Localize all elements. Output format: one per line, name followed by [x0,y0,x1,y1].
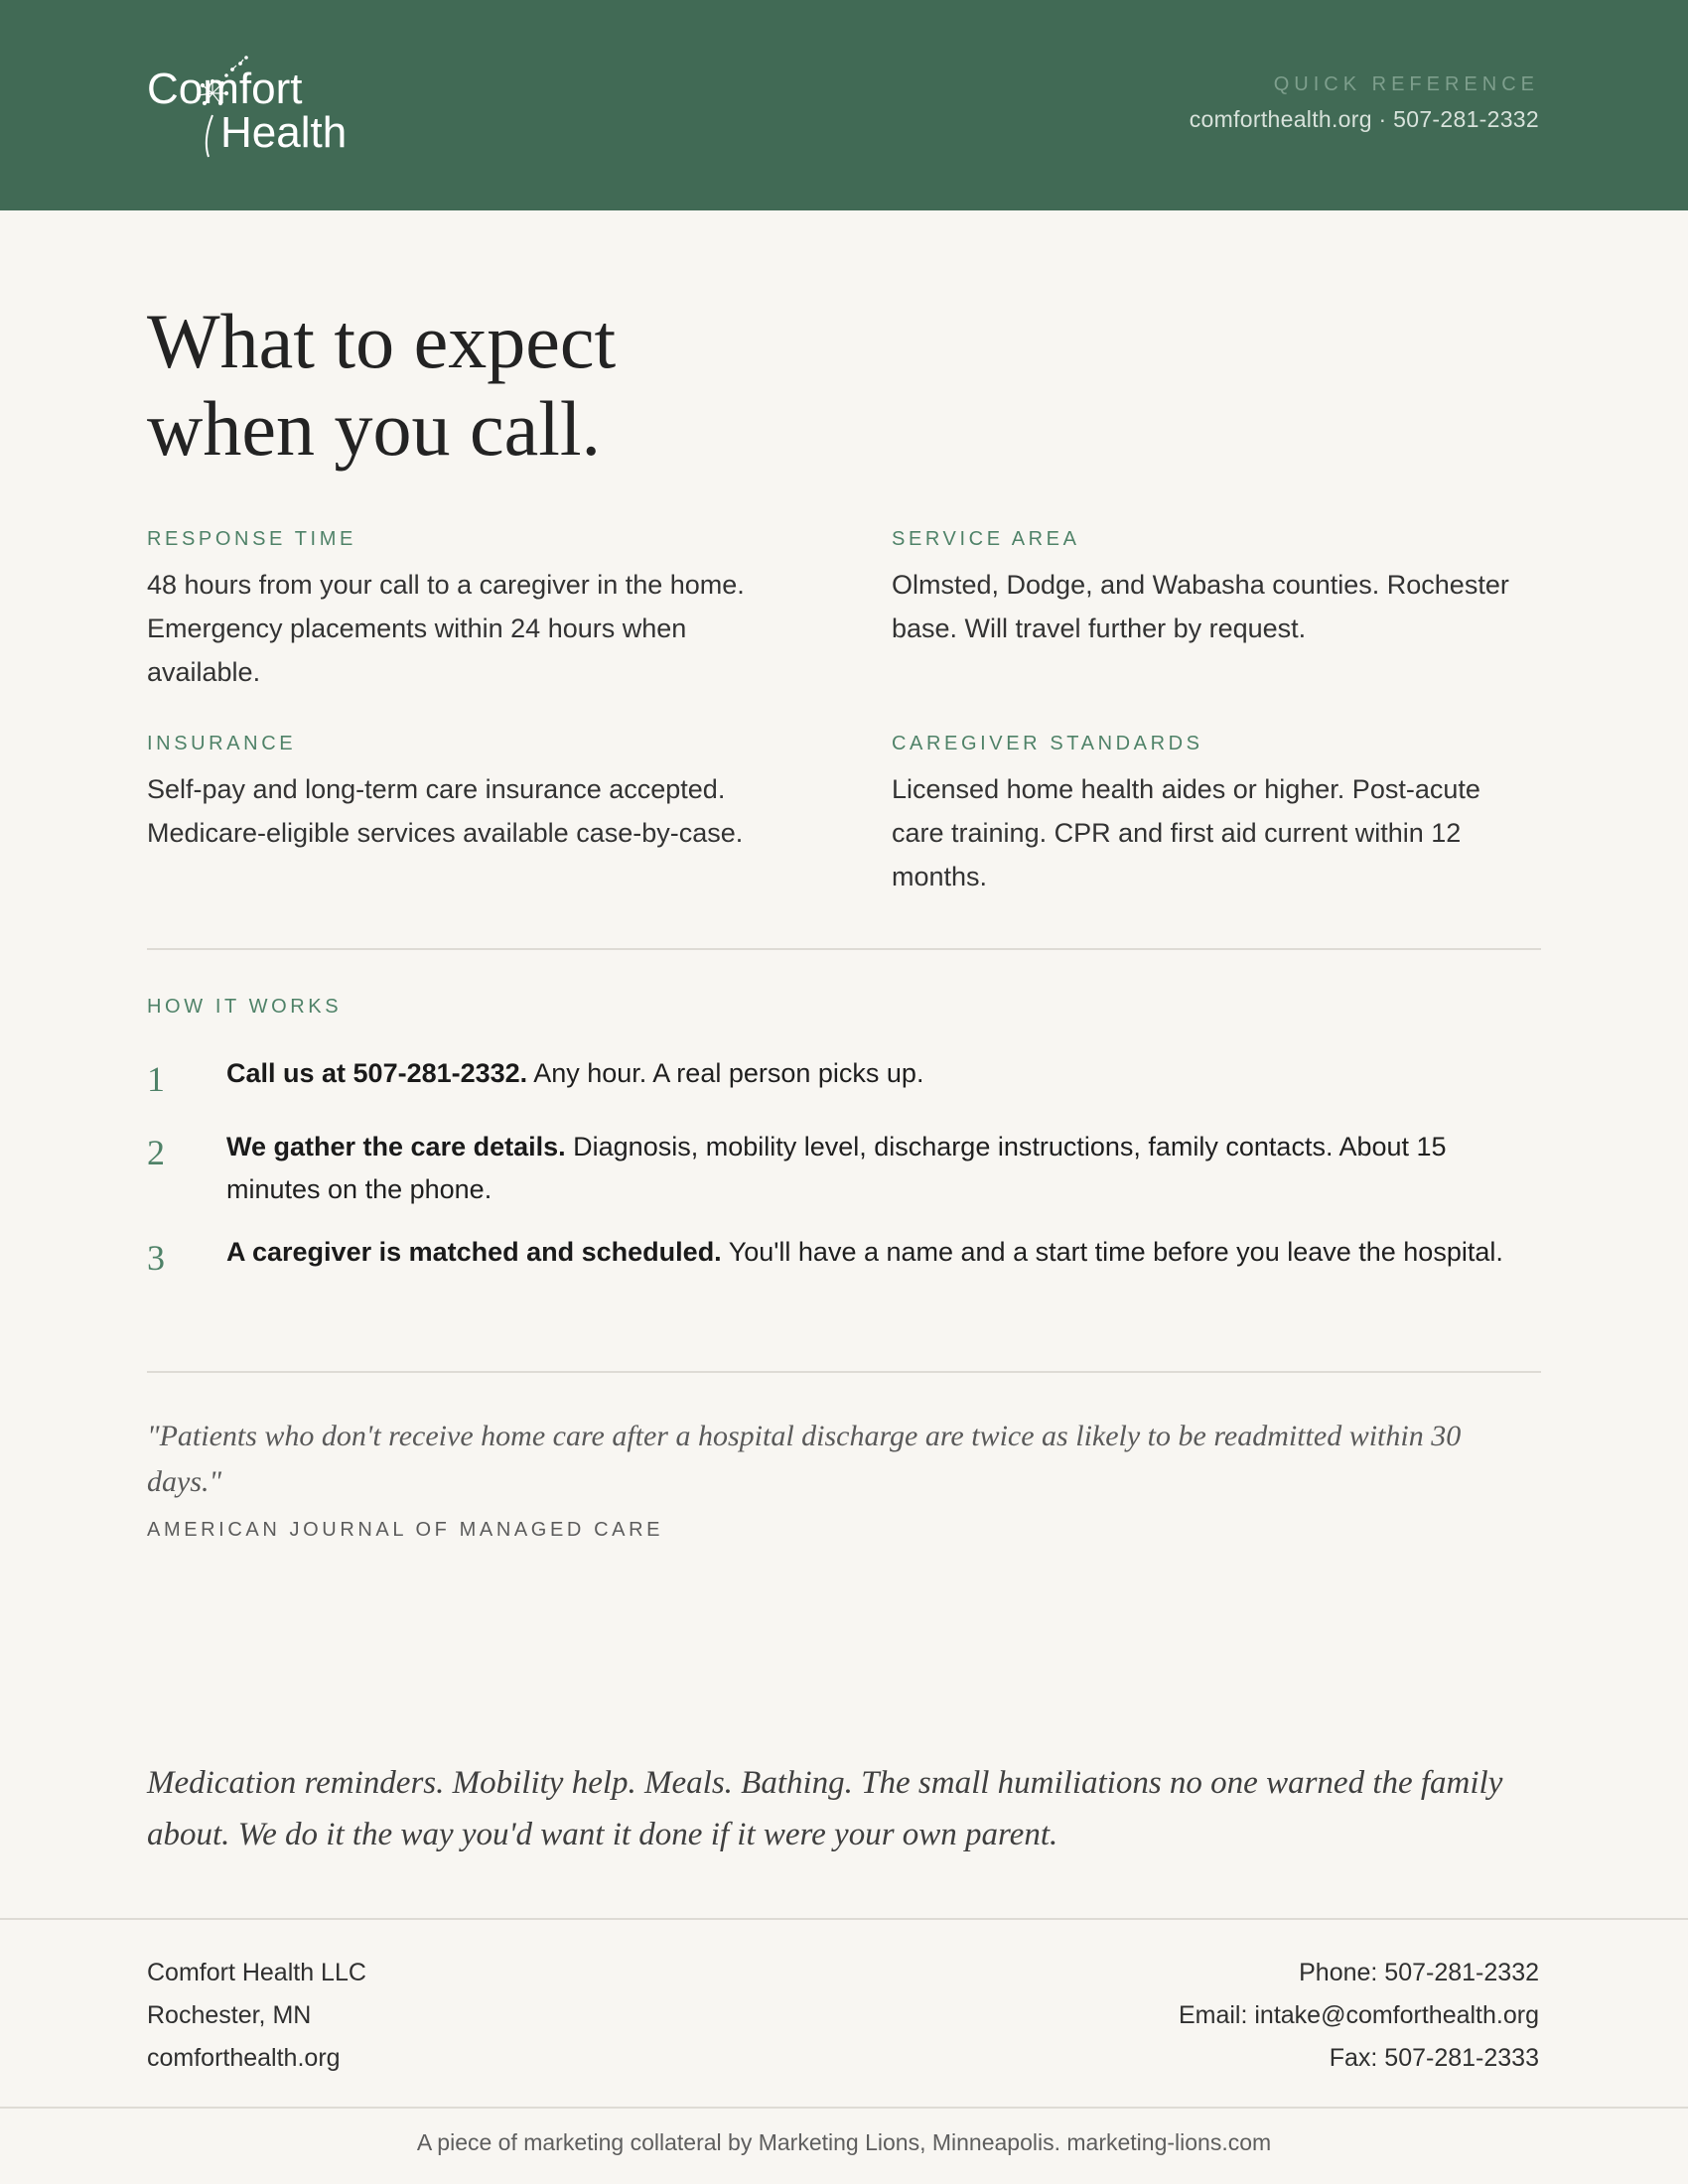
footer-phone[interactable]: Phone: 507-281-2332 [1299,1959,1539,1986]
step-body [226,1126,1541,1211]
logo-word-comfort: Comfort [147,65,303,113]
step-detail: You'll have a name and a start time before you leave the hospital. [721,1237,1503,1267]
footer-website-link[interactable]: comforthealth.org [147,2044,341,2072]
header-bar [0,0,1688,210]
step-item [147,1231,1541,1278]
page-headline [147,298,941,473]
step-number: 1 [147,1059,165,1099]
info-insurance [147,733,792,855]
step-detail: Diagnosis, mobility level, discharge instructions, family contacts. About 15 minutes on the phone. [226,1132,1447,1204]
info-service-area [892,528,1537,650]
headline-line-1: What to expect [147,298,617,384]
step-title: Call us at 507-281-2332. [226,1058,528,1088]
info-label: RESPONSE TIME [147,528,356,550]
credit-line: A piece of marketing collateral by Marketing Lions, Minneapolis. marketing-lions.com [416,2129,1272,2155]
info-label: SERVICE AREA [892,528,1080,550]
step-detail: Any hour. A real person picks up. [527,1058,924,1088]
footer-fax: Fax: 507-281-2333 [1329,2044,1539,2072]
info-text: Licensed home health aides or higher. Post-acute care training. CPR and first aid current within 12 months. [892,774,1480,891]
step-item [147,1126,1541,1211]
info-label: CAREGIVER STANDARDS [892,733,1203,754]
quote-source: AMERICAN JOURNAL OF MANAGED CARE [147,1519,664,1541]
step-item [147,1052,1541,1099]
logo-word-health: Health [220,108,348,157]
footer-location: Rochester, MN [147,2001,312,2029]
footer-company-info [147,1952,366,2080]
header-contact-line[interactable]: comforthealth.org · 507-281-2332 [1189,106,1539,132]
footer-company-name: Comfort Health LLC [147,1959,366,1986]
section-divider [147,948,1541,950]
info-text: Olmsted, Dodge, and Wabasha counties. Rochester base. Will travel further by request. [892,570,1509,643]
pull-quote: "Patients who don't receive home care after a hospital discharge are twice as likely to be readmitted within 30 days." [147,1420,1462,1498]
footer-contact-info [1179,1952,1539,2080]
credit-divider [0,2107,1688,2109]
footer-email[interactable]: Email: intake@comforthealth.org [1178,2001,1539,2029]
quick-reference-label: QUICK REFERENCE [1273,73,1539,95]
step-number: 2 [147,1133,165,1172]
step-body [226,1052,1541,1095]
info-label: INSURANCE [147,733,297,754]
info-caregiver-standards [892,733,1537,898]
step-body [226,1231,1541,1274]
step-number: 3 [147,1238,165,1278]
comfort-health-logo[interactable] [147,56,385,165]
step-title: We gather the care details. [226,1132,566,1161]
info-text: 48 hours from your call to a caregiver in the home. Emergency placements within 24 hours when available. [147,570,745,687]
info-text: Self-pay and long-term care insurance accepted. Medicare-eligible services available case-by-case. [147,774,744,848]
how-it-works-label: HOW IT WORKS [147,996,343,1018]
section-divider [147,1371,1541,1373]
info-response-time [147,528,792,694]
step-title: A caregiver is matched and scheduled. [226,1237,722,1267]
tagline: Medication reminders. Mobility help. Meals. Bathing. The small humiliations no one warned the family about. We do it the way you'd want it done if it were your own parent. [147,1765,1503,1852]
header-quick-reference [1190,73,1539,133]
footer-divider [0,1918,1688,1920]
headline-line-2: when you call. [147,385,602,472]
